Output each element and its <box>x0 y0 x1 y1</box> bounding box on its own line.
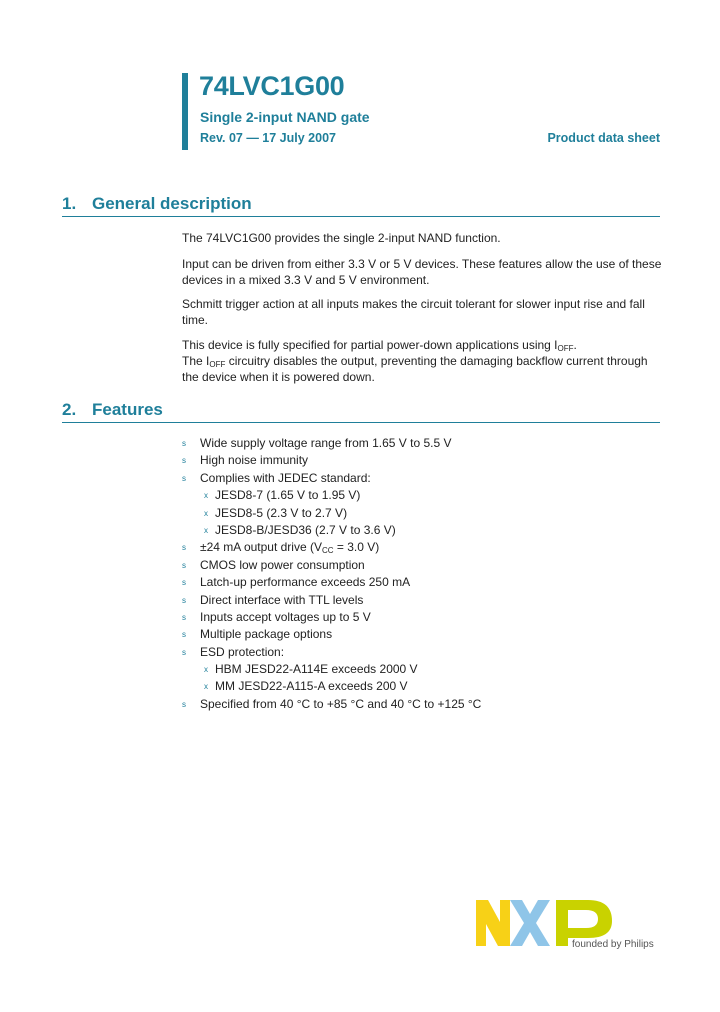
document-title: 74LVC1G00 <box>199 71 345 101</box>
feature-text: Complies with JEDEC standard: <box>200 470 371 485</box>
bullet-marker: s <box>182 699 186 709</box>
bullet-marker: s <box>182 456 186 466</box>
feature-item <box>182 452 662 469</box>
feature-subitem <box>182 505 662 522</box>
section-rule <box>62 422 660 423</box>
feature-item <box>182 557 662 574</box>
feature-item <box>182 696 662 713</box>
paragraph: Input can be driven from either 3.3 V or 5 V devices. These features allow the use of these devices in a mixed 3.3 V and 5 V environment. <box>182 257 662 287</box>
section-title: Features <box>92 400 163 419</box>
feature-text: Inputs accept voltages up to 5 V <box>200 609 371 624</box>
text-run: This device is fully specified for partial power-down applications using I <box>182 338 558 352</box>
feature-item <box>182 539 662 556</box>
header-accent-bar <box>182 73 188 150</box>
text-run: ±24 mA output drive (V <box>200 540 322 555</box>
feature-subitem <box>182 678 662 695</box>
bullet-marker: s <box>182 630 186 640</box>
paragraph-ioff <box>182 337 662 385</box>
feature-text: Latch-up performance exceeds 250 mA <box>200 575 411 590</box>
revision-info: Rev. 07 — 17 July 2007 <box>200 131 336 145</box>
feature-subitem <box>182 661 662 678</box>
bullet-marker: s <box>182 595 186 605</box>
bullet-marker: s <box>182 439 186 448</box>
section-number: 2. <box>62 400 77 419</box>
bullet-marker: s <box>182 612 186 622</box>
feature-text: JESD8-B/JESD36 (2.7 V to 3.6 V) <box>215 522 396 537</box>
text-run: The I <box>182 354 210 368</box>
feature-text: JESD8-5 (2.3 V to 2.7 V) <box>215 505 348 520</box>
feature-text: Specified from 40 °C to +85 °C and 40 °C to +125 °C <box>200 696 482 711</box>
feature-item <box>182 644 662 661</box>
logo-tagline: founded by Philips <box>572 939 654 950</box>
paragraph: Schmitt trigger action at all inputs makes the circuit tolerant for slower input rise and fall time. <box>182 297 645 327</box>
section-rule <box>62 216 660 217</box>
nxp-logo <box>476 896 666 952</box>
feature-text: JESD8-7 (1.65 V to 1.95 V) <box>215 488 361 503</box>
bullet-marker: s <box>182 473 186 483</box>
feature-item <box>182 470 662 487</box>
bullet-marker: s <box>182 647 186 657</box>
bullet-marker: s <box>182 560 186 570</box>
feature-text: Multiple package options <box>200 627 333 642</box>
feature-text: High noise immunity <box>200 453 309 468</box>
document-subtitle: Single 2-input NAND gate <box>200 109 370 125</box>
document-type: Product data sheet <box>547 131 660 145</box>
feature-text: ESD protection: <box>200 644 285 659</box>
feature-item <box>182 435 662 452</box>
feature-list <box>182 435 662 713</box>
subscript: CC <box>321 546 334 556</box>
text-run: . <box>573 338 577 352</box>
feature-text <box>200 539 379 556</box>
feature-item <box>182 592 662 609</box>
feature-subitem <box>182 487 662 504</box>
feature-text: MM JESD22-A115-A exceeds 200 V <box>215 679 408 694</box>
feature-item <box>182 626 662 643</box>
bullet-marker: x <box>204 491 208 501</box>
subscript: OFF <box>557 344 574 353</box>
bullet-marker: s <box>182 543 186 553</box>
feature-subitem <box>182 522 662 539</box>
text-run: = 3.0 V) <box>333 540 380 555</box>
feature-text: HBM JESD22-A114E exceeds 2000 V <box>215 662 418 677</box>
feature-item <box>182 609 662 626</box>
subscript: OFF <box>209 360 226 369</box>
bullet-marker: x <box>204 682 208 692</box>
feature-text: Direct interface with TTL levels <box>200 592 364 607</box>
text-run: circuitry disables the output, preventing the damaging backflow current through the device when it is powered down. <box>182 354 648 384</box>
paragraph: The 74LVC1G00 provides the single 2-input NAND function. <box>182 231 501 245</box>
section-heading-general-description <box>62 194 252 214</box>
section-number: 1. <box>62 194 77 213</box>
feature-item <box>182 574 662 591</box>
bullet-marker: x <box>204 508 208 518</box>
bullet-marker: s <box>182 578 186 588</box>
bullet-marker: x <box>204 525 208 535</box>
section-heading-features <box>62 400 163 420</box>
feature-text: CMOS low power consumption <box>200 557 365 572</box>
bullet-marker: x <box>204 665 208 675</box>
feature-text: Wide supply voltage range from 1.65 V to 5.5 V <box>200 436 452 450</box>
section-title: General description <box>92 194 252 213</box>
